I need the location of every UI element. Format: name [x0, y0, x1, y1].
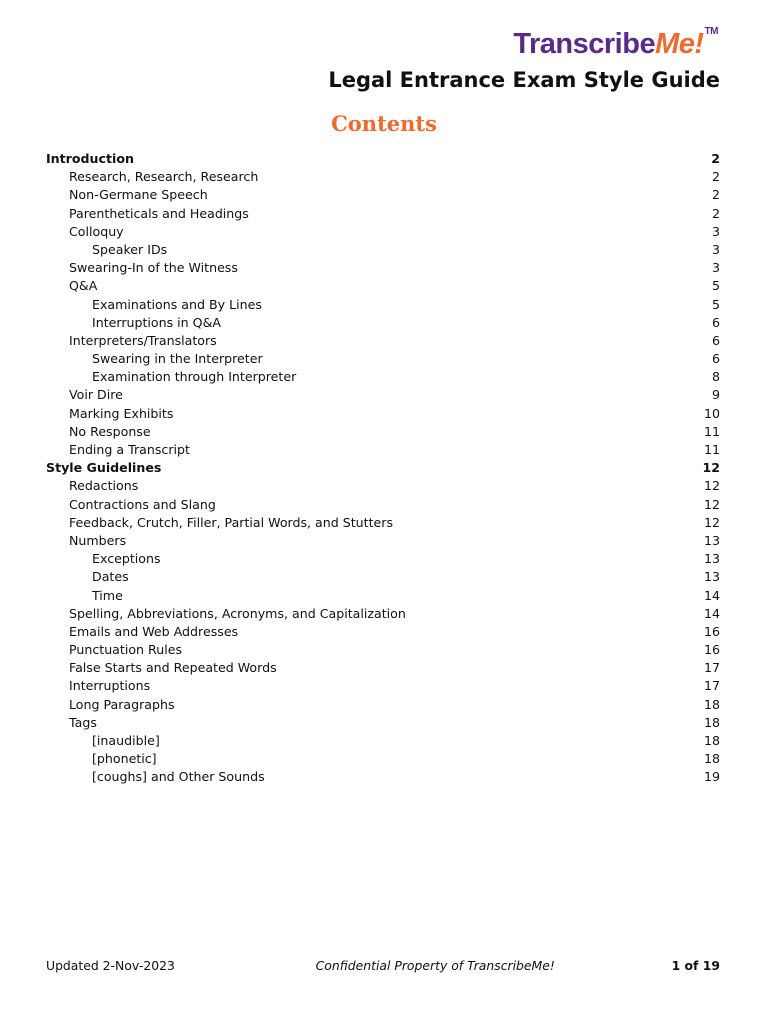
toc-entry[interactable] — [46, 623, 720, 641]
toc-entry-label: Speaker IDs — [92, 241, 168, 257]
toc-entry[interactable] — [46, 241, 720, 259]
toc-entry[interactable] — [46, 550, 720, 568]
toc-entry-page-number: 3 — [711, 223, 720, 239]
toc-entry-page-number: 2 — [711, 205, 720, 221]
toc-entry-label: Redactions — [69, 478, 139, 494]
toc-entry-label: No Response — [69, 423, 151, 439]
toc-entry[interactable] — [46, 732, 720, 750]
toc-entry[interactable] — [46, 423, 720, 441]
toc-entry[interactable] — [46, 205, 720, 223]
toc-entry-label: Dates — [92, 569, 129, 585]
toc-entry-page-number: 12 — [703, 496, 720, 512]
toc-entry-page-number: 16 — [703, 642, 720, 658]
toc-entry-label: Parentheticals and Headings — [69, 205, 249, 221]
toc-entry-label: Time — [92, 587, 123, 603]
toc-entry-label: Introduction — [46, 151, 134, 166]
toc-entry-page-number: 19 — [703, 769, 720, 785]
footer-confidential-notice: Confidential Property of TranscribeMe! — [315, 958, 555, 973]
toc-entry[interactable] — [46, 259, 720, 277]
toc-entry-page-number: 10 — [703, 405, 720, 421]
toc-entry-page-number: 17 — [703, 678, 720, 694]
table-of-contents — [46, 150, 720, 787]
toc-entry-page-number: 5 — [711, 278, 720, 294]
toc-entry-page-number: 8 — [711, 369, 720, 385]
toc-entry[interactable] — [46, 350, 720, 368]
toc-entry-page-number: 6 — [711, 351, 720, 367]
contents-heading: Contents — [331, 111, 437, 136]
toc-entry[interactable] — [46, 296, 720, 314]
toc-entry-label: Tags — [69, 714, 97, 730]
toc-entry-page-number: 12 — [703, 478, 720, 494]
toc-entry[interactable] — [46, 514, 720, 532]
toc-entry[interactable] — [46, 532, 720, 550]
toc-entry-page-number: 18 — [703, 751, 720, 767]
toc-entry[interactable] — [46, 223, 720, 241]
toc-entry-page-number: 16 — [703, 623, 720, 639]
toc-entry-label: Punctuation Rules — [69, 642, 182, 658]
toc-entry[interactable] — [46, 659, 720, 677]
toc-entry-label: [coughs] and Other Sounds — [92, 769, 265, 785]
toc-entry[interactable] — [46, 277, 720, 295]
toc-entry[interactable] — [46, 368, 720, 386]
footer-page-number: 1 of 19 — [671, 958, 720, 973]
toc-entry-page-number: 17 — [703, 660, 720, 676]
toc-entry[interactable] — [46, 186, 720, 204]
page-footer — [46, 958, 720, 973]
toc-entry-page-number: 2 — [711, 151, 720, 166]
toc-entry-label: Voir Dire — [69, 387, 123, 403]
toc-entry[interactable] — [46, 441, 720, 459]
toc-entry-page-number: 2 — [711, 169, 720, 185]
toc-entry-label: False Starts and Repeated Words — [69, 660, 277, 676]
toc-entry-label: Long Paragraphs — [69, 696, 175, 712]
toc-entry-page-number: 14 — [703, 605, 720, 621]
toc-entry-label: Colloquy — [69, 223, 124, 239]
toc-entry-label: Interruptions — [69, 678, 151, 694]
footer-updated-date: Updated 2-Nov-2023 — [46, 958, 175, 973]
toc-entry[interactable] — [46, 314, 720, 332]
toc-entry-page-number: 6 — [711, 332, 720, 348]
toc-entry[interactable] — [46, 677, 720, 695]
toc-entry-page-number: 12 — [703, 514, 720, 530]
toc-entry-page-number: 18 — [703, 714, 720, 730]
toc-entry[interactable] — [46, 568, 720, 586]
logo-accent-text: Me — [655, 28, 695, 60]
toc-entry[interactable] — [46, 605, 720, 623]
logo-trademark: TM — [704, 26, 718, 37]
toc-entry-label: Style Guidelines — [46, 460, 162, 476]
toc-entry-label: Non-Germane Speech — [69, 187, 208, 203]
toc-entry-label: Interpreters/Translators — [69, 332, 217, 348]
toc-entry[interactable] — [46, 459, 720, 477]
toc-entry-label: [inaudible] — [92, 733, 160, 748]
toc-entry-page-number: 6 — [711, 314, 720, 330]
toc-entry-label: Swearing-In of the Witness — [69, 260, 238, 276]
document-title: Legal Entrance Exam Style Guide — [328, 68, 720, 92]
toc-entry-label: Q&A — [69, 278, 98, 294]
toc-entry[interactable] — [46, 405, 720, 423]
toc-entry-label: Examinations and By Lines — [92, 296, 262, 312]
toc-entry-page-number: 3 — [711, 260, 720, 276]
toc-entry-page-number: 2 — [711, 187, 720, 203]
toc-entry[interactable] — [46, 714, 720, 732]
toc-entry-page-number: 13 — [703, 551, 720, 567]
toc-entry-page-number: 13 — [703, 532, 720, 548]
toc-entry-page-number: 3 — [711, 241, 720, 257]
toc-entry[interactable] — [46, 168, 720, 186]
toc-entry-label: Feedback, Crutch, Filler, Partial Words, and Stutters — [69, 514, 394, 530]
toc-entry-page-number: 18 — [703, 733, 720, 748]
transcribeme-logo — [513, 28, 718, 61]
toc-entry-label: Research, Research, Research — [69, 169, 259, 185]
toc-entry-page-number: 11 — [703, 442, 720, 457]
toc-entry-page-number: 12 — [702, 460, 720, 476]
toc-entry-label: Examination through Interpreter — [92, 369, 297, 385]
toc-entry-label: [phonetic] — [92, 751, 157, 767]
toc-entry-label: Emails and Web Addresses — [69, 623, 239, 639]
toc-entry-page-number: 18 — [703, 696, 720, 712]
toc-entry[interactable] — [46, 768, 720, 786]
toc-entry-label: Spelling, Abbreviations, Acronyms, and Capitalization — [69, 605, 406, 621]
toc-entry[interactable] — [46, 750, 720, 768]
toc-entry[interactable] — [46, 150, 720, 168]
toc-entry[interactable] — [46, 386, 720, 404]
toc-entry-label: Marking Exhibits — [69, 405, 174, 421]
toc-entry[interactable] — [46, 496, 720, 514]
toc-entry[interactable] — [46, 477, 720, 495]
toc-entry-page-number: 14 — [703, 587, 720, 603]
logo-main-text: Transcribe — [513, 28, 656, 60]
logo-bang-text: ! — [694, 28, 704, 60]
toc-entry-label: Contractions and Slang — [69, 496, 216, 512]
toc-entry-page-number: 9 — [711, 387, 720, 403]
toc-entry-page-number: 11 — [703, 423, 720, 439]
toc-entry-label: Ending a Transcript — [69, 442, 190, 457]
toc-entry[interactable] — [46, 587, 720, 605]
toc-entry-label: Numbers — [69, 532, 127, 548]
toc-entry-label: Interruptions in Q&A — [92, 314, 222, 330]
toc-entry-page-number: 5 — [711, 296, 720, 312]
toc-entry-label: Swearing in the Interpreter — [92, 351, 263, 367]
toc-entry-label: Exceptions — [92, 551, 161, 567]
toc-entry[interactable] — [46, 332, 720, 350]
toc-entry-page-number: 13 — [703, 569, 720, 585]
toc-entry[interactable] — [46, 641, 720, 659]
toc-entry[interactable] — [46, 696, 720, 714]
